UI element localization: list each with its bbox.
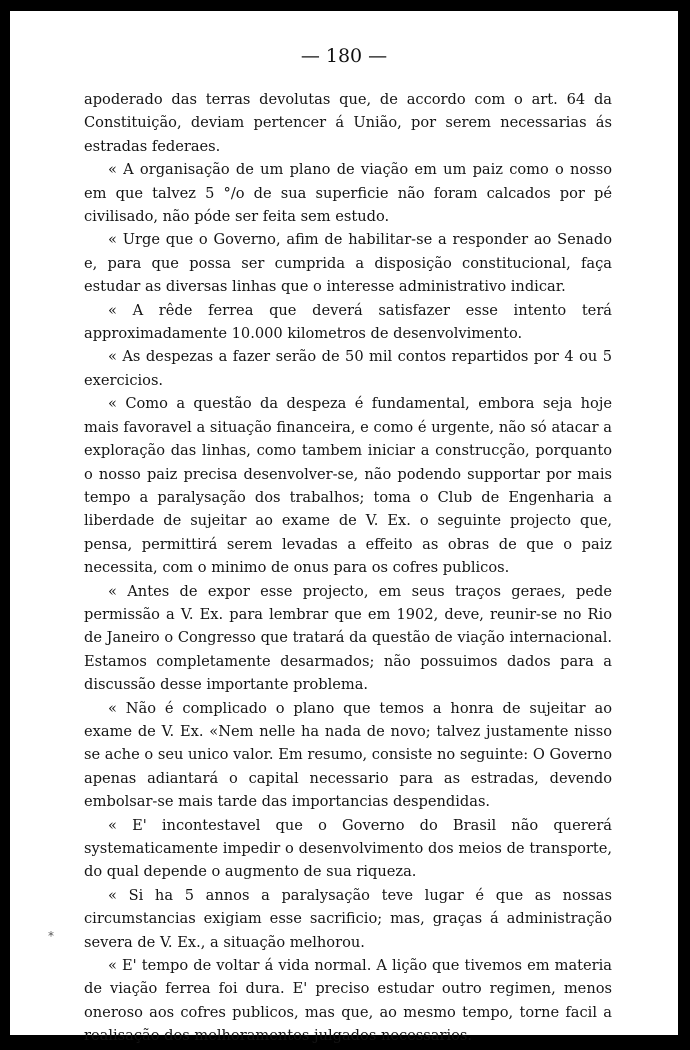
paragraph: « Como a questão da despeza é fundamental, embora seja hoje mais favoravel a situação financeira, e como é urgente, não só atacar a exploração das linhas, como tambem iniciar a construcção, porquanto o nosso paiz precisa desenvolver-se, não podendo supportar por mais tempo a paralysação dos trabalhos; toma o Club de Engenharia a liberdade de sujeitar ao exame de V. Ex. o seguinte projecto que, pensa, permittirá serem levadas a effeito as obras de que o paiz necessita, com o minimo de onus para os cofres publicos. bbox=[84, 395, 612, 577]
paragraph: « As despezas a fazer serão de 50 mil contos repartidos por 4 ou 5 exercicios. bbox=[84, 348, 612, 389]
paragraph: apoderado das terras devolutas que, de accordo com o art. 64 da Constituição, deviam pertencer á União, por serem necessarias ás estradas federaes. bbox=[84, 91, 612, 155]
page-number: — 180 — bbox=[300, 45, 388, 67]
paragraph: « A rêde ferrea que deverá satisfazer esse intento terá approximadamente 10.000 kilometros de desenvolvimento. bbox=[84, 301, 612, 343]
paragraph: « Urge que o Governo, afim de habilitar-se a responder ao Senado e, para que possa ser cumprida a disposição constitucional, faça estudar as diversas linhas que o interesse administrativo indicar. bbox=[84, 231, 612, 296]
paragraph: « E' incontestavel que o Governo do Brasil não quererá systematicamente impedir o desenvolvimento dos meios de transporte, do qual depende o augmento de sua riqueza. bbox=[84, 816, 612, 881]
paragraph: « A organisação de um plano de viação em um paiz como o nosso em que talvez 5 °/o de sua superficie não foram calcados por pé civilisado, não póde ser feita sem estudo. bbox=[84, 161, 612, 226]
paragraph: « E' tempo de voltar á vida normal. A lição que tivemos em materia de viação ferrea foi dura. E' preciso estudar outro regimen, menos oneroso aos cofres publicos, mas que, ao mesmo tempo, torne facil a realisação dos melhoramentos julgados necessarios. bbox=[84, 957, 612, 1045]
paragraph: « Si ha 5 annos a paralysação teve lugar é que as nossas circumstancias exigiam esse sacrificio; mas, graças á administração severa de V. Ex., a situação melhorou. bbox=[84, 886, 612, 951]
margin-asterisk: * bbox=[48, 929, 54, 943]
document-page bbox=[10, 11, 678, 1045]
paragraph: « Não é complicado o plano que temos a honra de sujeitar ao exame de V. Ex. «Nem nelle ha nada de novo; talvez justamente nisso se ache o seu unico valor. Em resumo, consiste no seguinte: O Governo apenas adiantará o capital necessario para as estradas, devendo embolsar-se mais tarde das importancias despendidas. bbox=[84, 699, 612, 811]
body-text bbox=[84, 88, 612, 1048]
paragraph: « Antes de expor esse projecto, em seus traços geraes, pede permissão a V. Ex. para lembrar que em 1902, deve, reunir-se no Rio de Janeiro o Congresso que tratará da questão de viação internacional. Estamos completamente desarmados; não possuimos dados para a discussão desse importante problema. bbox=[84, 582, 612, 694]
